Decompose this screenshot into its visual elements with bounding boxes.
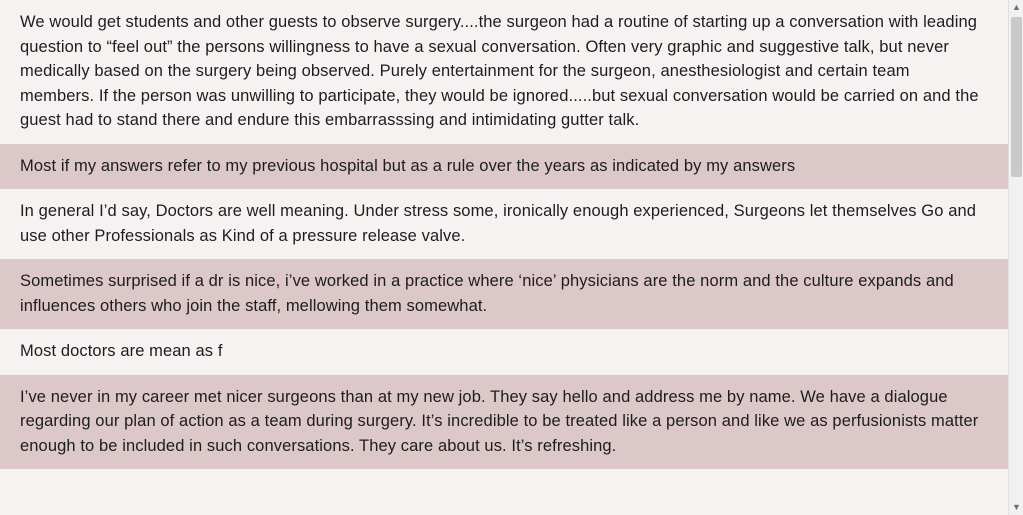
list-item [0,144,1008,190]
scroll-down-arrow-icon[interactable]: ▼ [1009,500,1023,515]
response-text: Most doctors are mean as f [20,342,223,360]
list-item [0,0,1008,144]
response-text: We would get students and other guests to observe surgery....the surgeon had a routine of starting up a conversation with leading question to “feel out” the persons willingness to have a sexual conversation. Often very graphic and suggestive talk, but never medically based on the surgery being observed. Purely entertainment for the surgeon, anesthesiologist and certain team members. If the person was unwilling to participate, they would be ignored.....but sexual conversation would be carried on and the guest had to stand there and endure this embarrasssing and intimidating gutter talk. [20,13,979,129]
vertical-scrollbar[interactable] [1008,0,1023,515]
list-item [0,189,1008,259]
response-text: In general I’d say, Doctors are well meaning. Under stress some, ironically enough experienced, Surgeons let themselves Go and use other Professionals as Kind of a pressure release valve. [20,202,977,245]
scroll-up-arrow-icon[interactable]: ▲ [1009,0,1023,15]
list-item [0,259,1008,329]
response-text: Most if my answers refer to my previous hospital but as a rule over the years as indicated by my answers [20,156,796,175]
scrollbar-thumb[interactable] [1011,17,1022,177]
list-item [0,329,1008,375]
response-text: Sometimes surprised if a dr is nice, i’ve worked in a practice where ‘nice’ physicians are the norm and the culture expands and influences others who join the staff, mellowing them somewhat. [20,272,954,315]
list-item [0,375,1008,470]
response-text: I’ve never in my career met nicer surgeons than at my new job. They say hello and address me by name. We have a dialogue regarding our plan of action as a team during surgery. It’s incredible to be treated like a person and like we as perfusionists matter enough to be included in such conversations. They care about us. It’s refreshing. [20,387,979,455]
